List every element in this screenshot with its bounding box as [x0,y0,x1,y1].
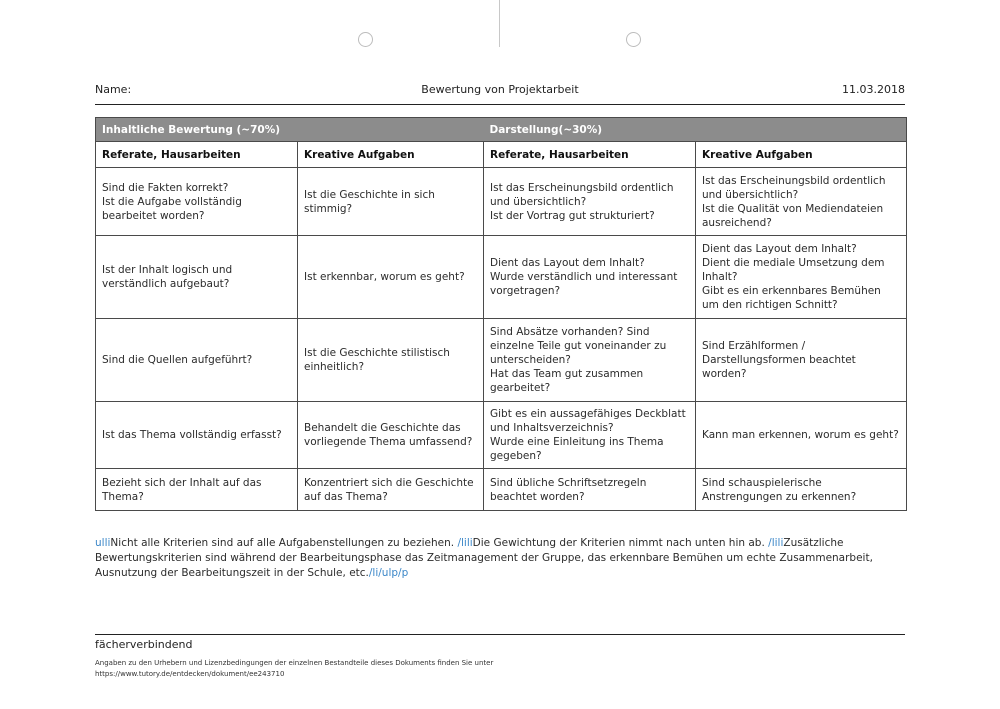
markup-tag: /li/ulp/p [368,567,409,579]
table-cell [484,402,696,469]
criterion-question: Sind schauspielerische Anstrengungen zu erkennen? [702,476,857,503]
criterion-question: Kann man erkennen, worum es geht? [702,429,899,441]
criterion-question: Sind die Quellen aufgeführt? [102,354,253,366]
section-content-evaluation: Inhaltliche Bewertung (~70%) [96,118,484,142]
criterion-question: Gibt es ein erkennbares Bemühen um den richtigen Schnitt? [702,285,881,311]
table-cell [696,402,907,469]
document-header [95,83,905,105]
punch-hole-mark-right [626,32,641,47]
criterion-question: Konzentriert sich die Geschichte auf das Thema? [304,476,474,503]
grading-rubric-table [95,117,907,511]
header-divider [95,104,905,105]
markup-tag: /lili [457,537,473,549]
table-cell [96,319,298,402]
note-item: Zusätzliche Bewertungskriterien sind während der Bearbeitungsphase das Zeitmanagement der Gruppe, das erkennbare Bemühen um echte Zusammenarbeit, Ausnutzung der Bearbeitungszeit in der Schule, etc. [95,537,873,579]
punch-hole-mark-left [358,32,373,47]
license-text: Angaben zu den Urhebern und Lizenzbedingungen der einzelnen Bestandteile dieses Dokuments finden Sie unter [95,659,494,667]
table-cell [484,236,696,319]
license-url: https://www.tutory.de/entdecken/dokument/ee243710 [95,670,285,678]
criterion-question: Dient das Layout dem Inhalt? [702,243,857,255]
note-item: Nicht alle Kriterien sind auf alle Aufgabenstellungen zu beziehen. [110,537,458,549]
table-cell [96,236,298,319]
table-cell [484,469,696,511]
table-cell [298,319,484,402]
table-row [96,469,907,511]
footer-subject: fächerverbindend [95,638,193,651]
criterion-question: Dient das Layout dem Inhalt? [490,257,645,269]
criterion-question: Ist die Geschichte in sich stimmig? [304,188,435,215]
criterion-question: Ist die Geschichte stilistisch einheitlich? [304,347,450,373]
criterion-question: Behandelt die Geschichte das vorliegende Thema umfassend? [304,422,473,448]
column-header-row [96,142,907,168]
notes-paragraph [95,536,910,581]
table-row [96,236,907,319]
table-cell [696,236,907,319]
criterion-question: Hat das Team gut zusammen gearbeitet? [490,368,644,394]
table-row [96,168,907,236]
table-row [96,319,907,402]
column-header: Referate, Hausarbeiten [96,142,298,168]
note-item: Die Gewichtung der Kriterien nimmt nach unten hin ab. [472,537,769,549]
table-cell [96,168,298,236]
fold-line [499,0,500,47]
column-header: Referate, Hausarbeiten [484,142,696,168]
criterion-question: Sind Erzählformen / Darstellungsformen beachtet worden? [702,340,856,380]
table-cell [298,168,484,236]
footer-divider [95,634,905,635]
criterion-question: Gibt es ein aussagefähiges Deckblatt und Inhaltsverzeichnis? [490,408,686,434]
criterion-question: Ist das Erscheinungsbild ordentlich und übersichtlich? [702,174,886,201]
table-cell [696,168,907,236]
section-presentation: Darstellung(~30%) [484,118,907,142]
document-title: Bewertung von Projektarbeit [421,83,579,96]
markup-tag: ulli [95,537,111,549]
table-cell [96,402,298,469]
table-cell [484,319,696,402]
criterion-question: Ist der Inhalt logisch und verständlich aufgebaut? [102,264,233,290]
criterion-question: Ist die Aufgabe vollständig bearbeitet worden? [102,195,242,222]
column-header: Kreative Aufgaben [298,142,484,168]
markup-tag: /lili [768,537,784,549]
criterion-question: Ist das Thema vollständig erfasst? [102,429,282,441]
criterion-question: Dient die mediale Umsetzung dem Inhalt? [702,257,885,283]
table-cell [696,469,907,511]
table-cell [696,319,907,402]
column-header: Kreative Aufgaben [696,142,907,168]
criterion-question: Sind die Fakten korrekt? [102,181,229,194]
table-row [96,402,907,469]
table-cell [96,469,298,511]
criterion-question: Bezieht sich der Inhalt auf das Thema? [102,476,262,503]
table-cell [298,402,484,469]
license-notice [95,658,493,680]
name-label: Name: [95,83,132,96]
criterion-question: Sind Absätze vorhanden? Sind einzelne Teile gut voneinander zu unterscheiden? [490,326,667,366]
criterion-question: Ist die Qualität von Mediendateien ausreichend? [702,202,884,229]
criterion-question: Sind übliche Schriftsetzregeln beachtet worden? [490,476,647,503]
table-cell [298,236,484,319]
section-header-row [96,118,907,142]
criterion-question: Ist erkennbar, worum es geht? [304,271,465,283]
table-cell [484,168,696,236]
criterion-question: Ist das Erscheinungsbild ordentlich und übersichtlich? [490,181,674,208]
document-date: 11.03.2018 [842,83,905,96]
table-cell [298,469,484,511]
criterion-question: Wurde verständlich und interessant vorgetragen? [490,271,678,297]
criterion-question: Wurde eine Einleitung ins Thema gegeben? [490,436,664,462]
criterion-question: Ist der Vortrag gut strukturiert? [490,209,655,222]
